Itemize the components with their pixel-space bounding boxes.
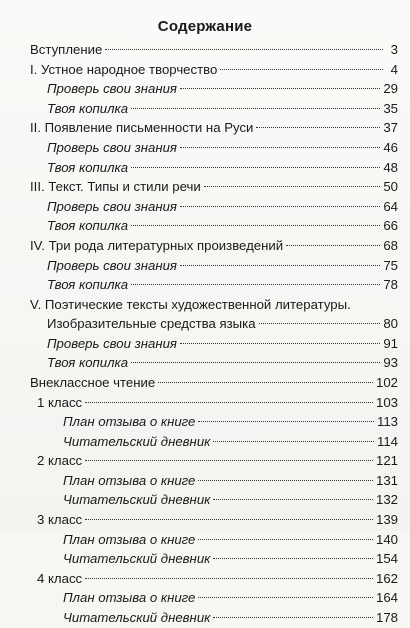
toc-entry	[0, 118, 410, 138]
toc-page-number: 121	[375, 453, 398, 469]
dot-leader	[180, 147, 380, 148]
toc-entry	[0, 530, 410, 550]
toc-entry-label: 3 класс	[37, 512, 83, 528]
toc-page-number: 140	[375, 531, 398, 547]
toc-page-number: 131	[375, 472, 398, 488]
toc-entry	[0, 334, 410, 354]
dot-leader	[131, 225, 380, 226]
dot-leader	[105, 49, 383, 50]
toc-entry	[0, 256, 410, 276]
toc-entry	[0, 490, 410, 510]
toc-page-number: 75	[383, 257, 398, 273]
toc-page-number: 103	[375, 394, 398, 410]
dot-leader	[198, 539, 373, 540]
dot-leader	[131, 108, 380, 109]
toc-entry-label: 2 класс	[37, 453, 83, 469]
toc-entry	[0, 608, 410, 628]
toc-entry-label: Твоя копилка	[47, 355, 129, 371]
toc-page-number: 164	[375, 590, 398, 606]
toc-page-number: 37	[383, 120, 398, 136]
toc-page-number: 64	[383, 198, 398, 214]
toc-entry-label: Твоя копилка	[47, 100, 129, 116]
dot-leader	[220, 69, 383, 70]
toc-entry-label: Читательский дневник	[63, 433, 211, 449]
toc-entry-label: Внеклассное чтение	[30, 374, 156, 390]
toc-entry	[0, 569, 410, 589]
toc-entry	[0, 60, 410, 80]
toc-entry	[0, 40, 410, 60]
page-title: Содержание	[157, 18, 253, 35]
toc-entry	[0, 373, 410, 393]
table-of-contents	[0, 40, 410, 628]
dot-leader	[204, 186, 381, 187]
toc-entry-label: 1 класс	[37, 394, 83, 410]
toc-entry	[0, 216, 410, 236]
dot-leader	[180, 206, 380, 207]
dot-leader	[286, 245, 380, 246]
toc-entry	[0, 432, 410, 452]
toc-entry-label: Проверь свои знания	[47, 335, 177, 351]
dot-leader	[158, 382, 373, 383]
toc-entry-label: План отзыва о книге	[63, 531, 196, 547]
toc-page-number: 162	[375, 570, 398, 586]
toc-page-number: 91	[383, 335, 398, 351]
toc-entry-label: Читательский дневник	[63, 610, 211, 626]
toc-page-number: 46	[383, 139, 398, 155]
toc-entry	[0, 471, 410, 491]
toc-entry-title-line: V. Поэтические тексты художественной литературы.	[30, 296, 351, 312]
toc-entry	[0, 158, 410, 178]
toc-page-number: 48	[383, 159, 398, 175]
dot-leader	[198, 597, 373, 598]
toc-page-number: 78	[383, 277, 398, 293]
dot-leader	[85, 402, 373, 403]
toc-entry	[0, 177, 410, 197]
toc-entry-label: Изобразительные средства языка	[47, 316, 256, 332]
dot-leader	[85, 519, 373, 520]
toc-entry-label: План отзыва о книге	[63, 590, 196, 606]
toc-page-number: 132	[375, 492, 398, 508]
toc-page-number: 114	[376, 433, 398, 449]
toc-entry-label: План отзыва о книге	[63, 472, 196, 488]
dot-leader	[180, 343, 380, 344]
dot-leader	[180, 88, 380, 89]
toc-entry	[0, 99, 410, 119]
toc-page-number: 102	[375, 374, 398, 390]
toc-entry-label: Читательский дневник	[63, 492, 211, 508]
toc-entry-label: Вступление	[30, 42, 103, 57]
toc-entry-label: Проверь свои знания	[47, 198, 177, 214]
toc-page-number: 4	[390, 61, 398, 77]
toc-entry	[0, 275, 410, 295]
toc-entry	[0, 197, 410, 217]
toc-entry	[0, 393, 410, 413]
dot-leader	[85, 578, 373, 579]
toc-entry-label: III. Текст. Типы и стили речи	[30, 179, 201, 195]
toc-entry	[0, 353, 410, 373]
dot-leader	[198, 480, 373, 481]
toc-page-number: 80	[383, 316, 398, 332]
toc-entry	[0, 138, 410, 158]
toc-entry-label: IV. Три рода литературных произведений	[30, 237, 284, 253]
toc-page-number: 178	[375, 610, 398, 626]
dot-leader	[180, 265, 380, 266]
toc-entry	[0, 549, 410, 569]
toc-entry	[0, 510, 410, 530]
toc-entry-label: План отзыва о книге	[63, 414, 196, 430]
dot-leader	[85, 460, 373, 461]
toc-entry	[0, 412, 410, 432]
toc-entry-label: Проверь свои знания	[47, 139, 177, 155]
toc-entry	[0, 588, 410, 608]
toc-entry-label: Проверь свои знания	[47, 81, 177, 97]
toc-page-number: 29	[383, 81, 398, 97]
toc-page-number: 139	[375, 512, 398, 528]
toc-page-number: 68	[383, 237, 398, 253]
toc-entry-label: Твоя копилка	[47, 218, 129, 234]
toc-entry-label: Читательский дневник	[63, 551, 211, 567]
toc-entry-label: II. Появление письменности на Руси	[30, 120, 254, 136]
dot-leader	[256, 127, 380, 128]
toc-entry-label: 4 класс	[37, 570, 83, 586]
toc-page-number: 93	[383, 355, 398, 371]
toc-entry	[0, 451, 410, 471]
toc-entry	[0, 236, 410, 256]
toc-page-number: 154	[375, 551, 398, 567]
toc-entry	[0, 295, 410, 334]
toc-entry	[0, 79, 410, 99]
dot-leader	[213, 499, 373, 500]
dot-leader	[198, 421, 374, 422]
toc-page-number: 50	[383, 179, 398, 195]
dot-leader	[131, 284, 380, 285]
dot-leader	[131, 362, 380, 363]
dot-leader	[213, 558, 373, 559]
toc-entry-label: Твоя копилка	[47, 159, 129, 175]
toc-page-number: 113	[376, 414, 398, 430]
toc-page-number: 3	[390, 42, 398, 57]
dot-leader	[131, 167, 380, 168]
toc-page-number: 35	[383, 100, 398, 116]
dot-leader	[213, 617, 373, 618]
dot-leader	[259, 323, 381, 324]
toc-page-number: 66	[383, 218, 398, 234]
toc-entry-label: Твоя копилка	[47, 277, 129, 293]
toc-entry-label: Проверь свои знания	[47, 257, 177, 273]
dot-leader	[213, 441, 374, 442]
toc-entry-label: I. Устное народное творчество	[30, 61, 218, 77]
